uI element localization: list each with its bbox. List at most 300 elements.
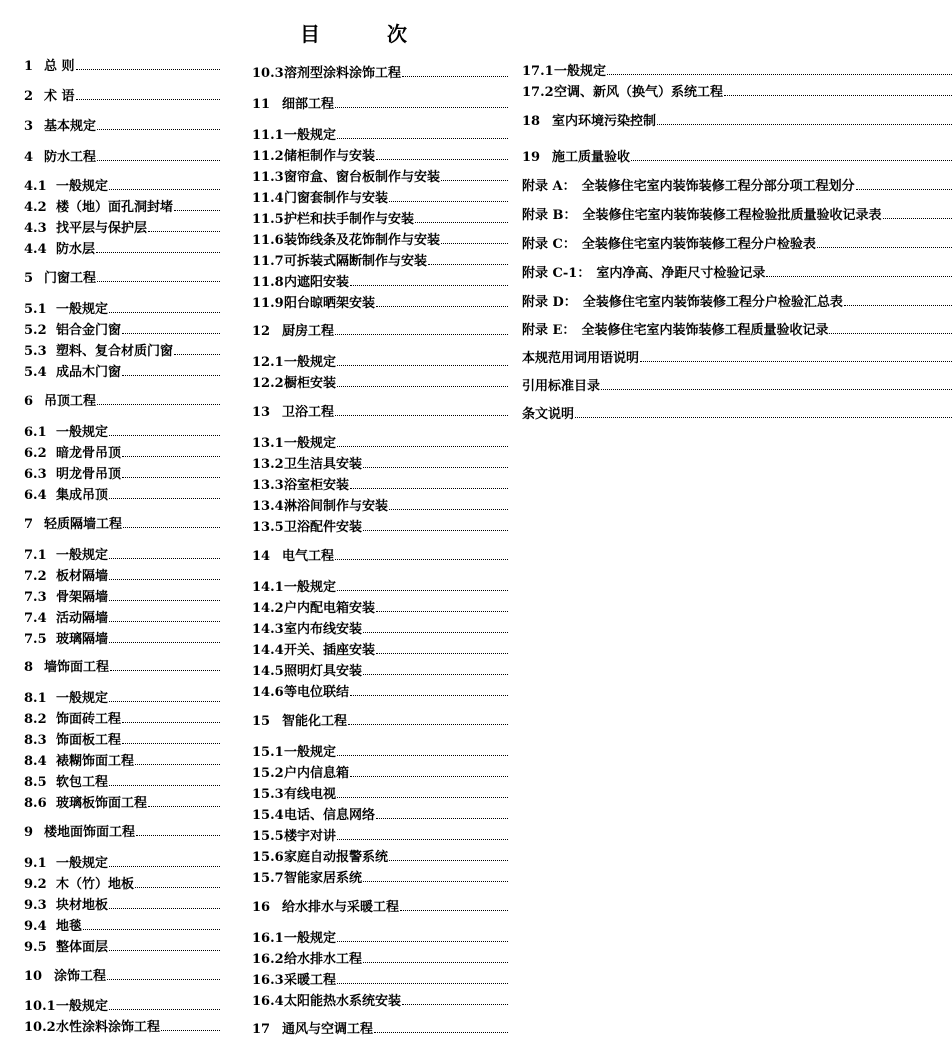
toc-entry-title: 活动隔墙: [56, 611, 109, 626]
toc-entry-number: 5.3: [24, 344, 47, 359]
toc-entry-title: 开关、插座安装: [284, 643, 376, 658]
toc-entry[interactable]: [24, 774, 220, 792]
dot-leader: [376, 807, 508, 819]
toc-entry[interactable]: [252, 744, 508, 762]
toc-entry[interactable]: [522, 322, 952, 340]
dot-leader: [76, 58, 220, 70]
toc-entry[interactable]: [522, 350, 952, 368]
toc-entry-title: 一般规定: [284, 128, 337, 143]
toc-entry[interactable]: [24, 241, 220, 259]
toc-entry-number: 15: [252, 714, 271, 729]
toc-entry-number: 14.3: [252, 622, 284, 637]
toc-entry-number: 8.1: [24, 691, 47, 706]
dot-leader: [363, 519, 508, 531]
dot-leader: [575, 406, 952, 418]
toc-entry-title: 一般规定: [56, 691, 109, 706]
toc-entry-title: 室内环境污染控制: [552, 114, 657, 129]
dot-leader: [640, 350, 952, 362]
toc-entry-number: 11.3: [252, 170, 284, 185]
toc-entry[interactable]: [24, 968, 220, 986]
toc-entry-title: 防水工程: [44, 150, 97, 165]
toc-entry[interactable]: [24, 939, 220, 957]
toc-entry[interactable]: [24, 58, 220, 76]
toc-entry-title: 橱柜安装: [284, 376, 337, 391]
toc-entry-number: 1: [24, 59, 34, 74]
dot-leader: [348, 713, 508, 725]
toc-entry-number: 附录 C-1：: [522, 266, 591, 281]
toc-entry[interactable]: [252, 232, 508, 250]
dot-leader: [428, 253, 508, 265]
toc-entry-number: 15.7: [252, 871, 284, 886]
toc-entry-number: 7.1: [24, 548, 47, 563]
dot-leader: [829, 322, 952, 334]
toc-entry-number: 15.2: [252, 766, 284, 781]
toc-entry-title: 溶剂型涂料涂饰工程: [284, 66, 402, 81]
dot-leader: [335, 96, 508, 108]
dot-leader: [335, 404, 508, 416]
toc-entry-number: 11.4: [252, 191, 284, 206]
toc-entry[interactable]: [24, 118, 220, 136]
toc-entry[interactable]: [24, 753, 220, 771]
toc-entry-title: 采暖工程: [284, 973, 337, 988]
toc-entry-title: 一般规定: [56, 425, 109, 440]
toc-entry[interactable]: [252, 148, 508, 166]
toc-entry[interactable]: [252, 127, 508, 145]
toc-entry[interactable]: [24, 631, 220, 649]
dot-leader: [109, 774, 220, 786]
dot-leader: [161, 1019, 220, 1031]
toc-entry-title: 给水排水工程: [284, 952, 363, 967]
dot-leader: [174, 199, 220, 211]
toc-entry[interactable]: [24, 824, 220, 842]
toc-entry-number: 15.4: [252, 808, 284, 823]
toc-entry-number: 附录 D：: [522, 295, 577, 310]
dot-leader: [337, 744, 508, 756]
toc-entry-title: 一般规定: [56, 999, 109, 1014]
toc-entry[interactable]: [24, 547, 220, 565]
toc-entry[interactable]: [252, 548, 508, 566]
toc-entry-title: 一般规定: [56, 548, 109, 563]
toc-entry-title: 给水排水与采暖工程: [282, 900, 400, 915]
toc-entry-title: 户内配电箱安装: [284, 601, 376, 616]
toc-entry[interactable]: [24, 690, 220, 708]
dot-leader: [350, 477, 508, 489]
toc-entry[interactable]: [252, 579, 508, 597]
toc-entry-title: 骨架隔墙: [56, 590, 109, 605]
toc-entry-number: 6.4: [24, 488, 47, 503]
toc-entry[interactable]: [252, 951, 508, 969]
dot-leader: [350, 765, 508, 777]
toc-entry-title: 墙饰面工程: [44, 660, 110, 675]
toc-entry-title: 空调、新风（换气）系统工程: [554, 85, 724, 100]
dot-leader: [122, 466, 220, 478]
toc-entry[interactable]: [252, 807, 508, 825]
toc-entry[interactable]: [522, 149, 952, 167]
toc-entry-number: 12.2: [252, 376, 284, 391]
toc-entry-title: 吊顶工程: [44, 394, 97, 409]
toc-entry-title: 内遮阳安装: [284, 275, 350, 290]
dot-leader: [389, 849, 508, 861]
toc-entry-title: 一般规定: [284, 580, 337, 595]
toc-entry[interactable]: [522, 294, 952, 312]
toc-entry[interactable]: [24, 322, 220, 340]
toc-entry[interactable]: [522, 178, 952, 196]
toc-entry[interactable]: [252, 456, 508, 474]
toc-entry-number: 15.6: [252, 850, 284, 865]
dot-leader: [109, 424, 220, 436]
dot-leader: [844, 294, 952, 306]
toc-entry-title: 集成吊顶: [56, 488, 109, 503]
toc-entry[interactable]: [252, 274, 508, 292]
toc-entry-number: 17: [252, 1022, 271, 1037]
toc-entry[interactable]: [24, 466, 220, 484]
dot-leader: [109, 610, 220, 622]
dot-leader: [136, 824, 220, 836]
toc-entry-number: 2: [24, 89, 34, 104]
dot-leader: [376, 295, 508, 307]
dot-leader: [148, 220, 220, 232]
dot-leader: [97, 118, 220, 130]
toc-entry-title: 有线电视: [284, 787, 337, 802]
toc-entry-number: 4.3: [24, 221, 47, 236]
toc-entry-number: 7.3: [24, 590, 47, 605]
toc-entry-title: 明龙骨吊顶: [56, 467, 122, 482]
toc-entry-title: 一般规定: [554, 64, 607, 79]
toc-entry-title: 通风与空调工程: [282, 1022, 374, 1037]
toc-entry-title: 室内净高、净距尺寸检验记录: [596, 266, 766, 281]
toc-entry-number: 4: [24, 150, 34, 165]
toc-entry[interactable]: [24, 732, 220, 750]
dot-leader: [766, 265, 952, 277]
toc-entry-title: 一般规定: [284, 745, 337, 760]
toc-entry-number: 11.6: [252, 233, 284, 248]
toc-entry[interactable]: [522, 406, 952, 424]
dot-leader: [109, 301, 220, 313]
toc-entry-title: 卫生洁具安装: [284, 457, 363, 472]
toc-entry-number: 6.1: [24, 425, 47, 440]
toc-entry[interactable]: [24, 897, 220, 915]
toc-entry[interactable]: [522, 265, 952, 283]
dot-leader: [402, 993, 508, 1005]
toc-entry-number: 4.2: [24, 200, 47, 215]
dot-leader: [97, 149, 220, 161]
toc-entry[interactable]: [24, 220, 220, 238]
toc-entry-title: 总 则: [44, 59, 75, 74]
toc-entry-title: 暗龙骨吊顶: [56, 446, 122, 461]
toc-entry-title: 软包工程: [56, 775, 109, 790]
toc-entry-number: 13.3: [252, 478, 284, 493]
toc-entry-number: 3: [24, 119, 34, 134]
toc-entry-number: 13.5: [252, 520, 284, 535]
toc-entry-title: 智能家居系统: [284, 871, 363, 886]
dot-leader: [376, 642, 508, 654]
toc-entry-number: 16.2: [252, 952, 284, 967]
toc-entry[interactable]: [24, 516, 220, 534]
toc-entry[interactable]: [24, 589, 220, 607]
toc-entry-number: 10.3: [252, 66, 284, 81]
toc-entry[interactable]: [252, 849, 508, 867]
dot-leader: [83, 918, 220, 930]
toc-entry-number: 17.2: [522, 85, 554, 100]
toc-entry-number: 15.3: [252, 787, 284, 802]
toc-entry-title: 门窗工程: [44, 271, 97, 286]
dot-leader: [337, 435, 508, 447]
toc-entry-number: 19: [522, 150, 541, 165]
toc-entry[interactable]: [24, 149, 220, 167]
dot-leader: [817, 236, 952, 248]
toc-entry[interactable]: [24, 178, 220, 196]
toc-entry-number: 6.3: [24, 467, 47, 482]
toc-entry-title: 卫浴配件安装: [284, 520, 363, 535]
toc-entry-title: 电气工程: [282, 549, 335, 564]
dot-leader: [109, 487, 220, 499]
toc-entry-title: 全装修住宅室内装饰装修工程分户检验汇总表: [582, 295, 843, 310]
toc-entry[interactable]: [24, 445, 220, 463]
toc-entry-number: 8.4: [24, 754, 47, 769]
toc-entry[interactable]: [24, 795, 220, 813]
toc-entry[interactable]: [24, 424, 220, 442]
toc-entry-number: 10.1: [24, 999, 56, 1014]
toc-entry-title: 细部工程: [282, 97, 335, 112]
dot-leader: [122, 711, 220, 723]
dot-leader: [337, 579, 508, 591]
toc-entry[interactable]: [24, 876, 220, 894]
toc-entry-title: 门窗套制作与安装: [284, 191, 389, 206]
dot-leader: [601, 378, 952, 390]
toc-entry-title: 塑料、复合材质门窗: [56, 344, 174, 359]
toc-entry-title: 轻质隔墙工程: [44, 517, 123, 532]
toc-entry-title: 木（竹）地板: [56, 877, 135, 892]
dot-leader: [335, 323, 508, 335]
toc-entry-number: 13.4: [252, 499, 284, 514]
toc-entry[interactable]: [252, 663, 508, 681]
dot-leader: [109, 998, 220, 1010]
toc-entry-title: 室内布线安装: [284, 622, 363, 637]
toc-entry-number: 16.1: [252, 931, 284, 946]
dot-leader: [337, 972, 508, 984]
toc-entry-number: 11.9: [252, 296, 284, 311]
toc-entry-number: 15.5: [252, 829, 284, 844]
toc-entry[interactable]: [252, 477, 508, 495]
dot-leader: [724, 84, 952, 96]
dot-leader: [402, 65, 508, 77]
dot-leader: [135, 876, 220, 888]
toc-entry[interactable]: [252, 498, 508, 516]
toc-entry-number: 5.2: [24, 323, 47, 338]
toc-entry[interactable]: [252, 899, 508, 917]
dot-leader: [350, 684, 508, 696]
dot-leader: [441, 169, 508, 181]
dot-leader: [109, 178, 220, 190]
toc-entry[interactable]: [24, 855, 220, 873]
toc-entry[interactable]: [252, 993, 508, 1011]
toc-entry[interactable]: [252, 323, 508, 341]
dot-leader: [174, 343, 220, 355]
dot-leader: [109, 547, 220, 559]
toc-entry-number: 附录 C：: [522, 237, 576, 252]
toc-entry[interactable]: [252, 684, 508, 702]
dot-leader: [363, 663, 508, 675]
toc-entry-title: 术 语: [44, 89, 75, 104]
dot-leader: [883, 207, 952, 219]
toc-entry-number: 15.1: [252, 745, 284, 760]
dot-leader: [109, 897, 220, 909]
dot-leader: [148, 795, 220, 807]
toc-entry-number: 6.2: [24, 446, 47, 461]
toc-entry[interactable]: [24, 88, 220, 106]
dot-leader: [337, 828, 508, 840]
toc-entry[interactable]: [252, 786, 508, 804]
toc-entry-title: 一般规定: [284, 436, 337, 451]
toc-entry-number: 4.4: [24, 242, 47, 257]
dot-leader: [97, 270, 220, 282]
toc-entry-number: 13.2: [252, 457, 284, 472]
toc-entry-number: 13.1: [252, 436, 284, 451]
toc-entry-title: 全装修住宅室内装饰装修工程分户检验表: [581, 237, 816, 252]
toc-entry-title: 卫浴工程: [282, 405, 335, 420]
toc-entry[interactable]: [252, 435, 508, 453]
toc-entry-number: 7: [24, 517, 34, 532]
toc-entry[interactable]: [252, 972, 508, 990]
toc-entry-title: 储柜制作与安装: [284, 149, 376, 164]
toc-entry-number: 6: [24, 394, 34, 409]
toc-entry-title: 楼地面饰面工程: [44, 825, 136, 840]
toc-entry[interactable]: [522, 378, 952, 396]
toc-entry-title: 玻璃板饰面工程: [56, 796, 148, 811]
toc-entry[interactable]: [24, 270, 220, 288]
toc-entry-number: 8: [24, 660, 34, 675]
toc-entry[interactable]: [252, 642, 508, 660]
toc-entry-number: 13: [252, 405, 271, 420]
toc-entry-number: 14: [252, 549, 271, 564]
toc-entry[interactable]: [24, 610, 220, 628]
toc-entry-title: 施工质量验收: [552, 150, 631, 165]
dot-leader: [337, 930, 508, 942]
toc-entry[interactable]: [24, 364, 220, 382]
toc-entry[interactable]: [252, 295, 508, 313]
toc-entry[interactable]: [252, 211, 508, 229]
toc-entry[interactable]: [252, 519, 508, 537]
dot-leader: [337, 786, 508, 798]
dot-leader: [122, 322, 220, 334]
toc-entry[interactable]: [252, 870, 508, 888]
toc-entry-number: 9.3: [24, 898, 47, 913]
toc-entry-title: 智能化工程: [282, 714, 348, 729]
toc-entry[interactable]: [24, 659, 220, 677]
toc-entry[interactable]: [252, 253, 508, 271]
toc-entry-number: 7.2: [24, 569, 47, 584]
toc-entry-title: 饰面砖工程: [56, 712, 122, 727]
toc-entry-number: 7.5: [24, 632, 47, 647]
dot-leader: [337, 354, 508, 366]
dot-leader: [337, 375, 508, 387]
toc-entry-title: 可拆装式隔断制作与安装: [284, 254, 428, 269]
toc-entry[interactable]: [252, 600, 508, 618]
toc-entry[interactable]: [522, 236, 952, 254]
toc-entry-title: 条文说明: [522, 407, 575, 422]
toc-entry[interactable]: [252, 404, 508, 422]
toc-entry-number: 16: [252, 900, 271, 915]
toc-entry[interactable]: [24, 998, 220, 1016]
toc-entry-title: 户内信息箱: [284, 766, 350, 781]
dot-leader: [363, 951, 508, 963]
dot-leader: [415, 211, 508, 223]
toc-entry[interactable]: [522, 84, 952, 102]
toc-entry-number: 12.1: [252, 355, 284, 370]
toc-entry-title: 板材隔墙: [56, 569, 109, 584]
toc-entry[interactable]: [522, 63, 952, 81]
toc-entry[interactable]: [252, 828, 508, 846]
dot-leader: [109, 589, 220, 601]
toc-entry[interactable]: [24, 1019, 220, 1037]
toc-entry[interactable]: [522, 113, 952, 131]
toc-entry[interactable]: [24, 487, 220, 505]
toc-entry-title: 基本规定: [44, 119, 97, 134]
toc-entry-title: 铝合金门窗: [56, 323, 122, 338]
toc-entry[interactable]: [24, 393, 220, 411]
toc-entry-number: 9.4: [24, 919, 47, 934]
toc-entry-title: 照明灯具安装: [284, 664, 363, 679]
dot-leader: [607, 63, 952, 75]
toc-entry-title: 防水层: [56, 242, 96, 257]
toc-entry[interactable]: [252, 65, 508, 83]
toc-entry-title: 楼（地）面孔洞封堵: [56, 200, 174, 215]
dot-leader: [374, 1021, 508, 1033]
toc-entry[interactable]: [252, 96, 508, 114]
toc-entry[interactable]: [252, 354, 508, 372]
toc-entry-number: 14.2: [252, 601, 284, 616]
toc-entry-title: 裱糊饰面工程: [56, 754, 135, 769]
toc-entry-number: 附录 B：: [522, 208, 577, 223]
toc-entry-number: 16.3: [252, 973, 284, 988]
toc-entry-number: 11.1: [252, 128, 284, 143]
dot-leader: [123, 516, 220, 528]
toc-entry-number: 5.1: [24, 302, 47, 317]
dot-leader: [122, 364, 220, 376]
toc-entry[interactable]: [24, 568, 220, 586]
toc-entry-number: 9.2: [24, 877, 47, 892]
toc-entry-title: 找平层与保护层: [56, 221, 148, 236]
toc-entry-title: 涂饰工程: [54, 969, 107, 984]
dot-leader: [109, 855, 220, 867]
dot-leader: [110, 659, 220, 671]
toc-entry-number: 11.8: [252, 275, 284, 290]
toc-entry[interactable]: [252, 375, 508, 393]
toc-entry[interactable]: [24, 199, 220, 217]
toc-entry-title: 家庭自动报警系统: [284, 850, 389, 865]
toc-entry[interactable]: [252, 169, 508, 187]
toc-entry-title: 阳台晾晒架安装: [284, 296, 376, 311]
toc-entry[interactable]: [252, 930, 508, 948]
toc-entry-number: 11.5: [252, 212, 284, 227]
toc-entry-title: 太阳能热水系统安装: [284, 994, 402, 1009]
dot-leader: [441, 232, 508, 244]
toc-entry[interactable]: [522, 207, 952, 225]
toc-entry[interactable]: [24, 301, 220, 319]
toc-entry[interactable]: [252, 1021, 508, 1039]
toc-entry-title: 玻璃隔墙: [56, 632, 109, 647]
toc-entry[interactable]: [24, 711, 220, 729]
toc-entry[interactable]: [252, 765, 508, 783]
toc-entry[interactable]: [252, 713, 508, 731]
toc-entry[interactable]: [24, 918, 220, 936]
toc-entry[interactable]: [252, 190, 508, 208]
toc-entry-title: 窗帘盒、窗台板制作与安装: [284, 170, 441, 185]
toc-entry-number: 14.4: [252, 643, 284, 658]
toc-entry-number: 8.3: [24, 733, 47, 748]
toc-entry[interactable]: [24, 343, 220, 361]
toc-entry[interactable]: [252, 621, 508, 639]
